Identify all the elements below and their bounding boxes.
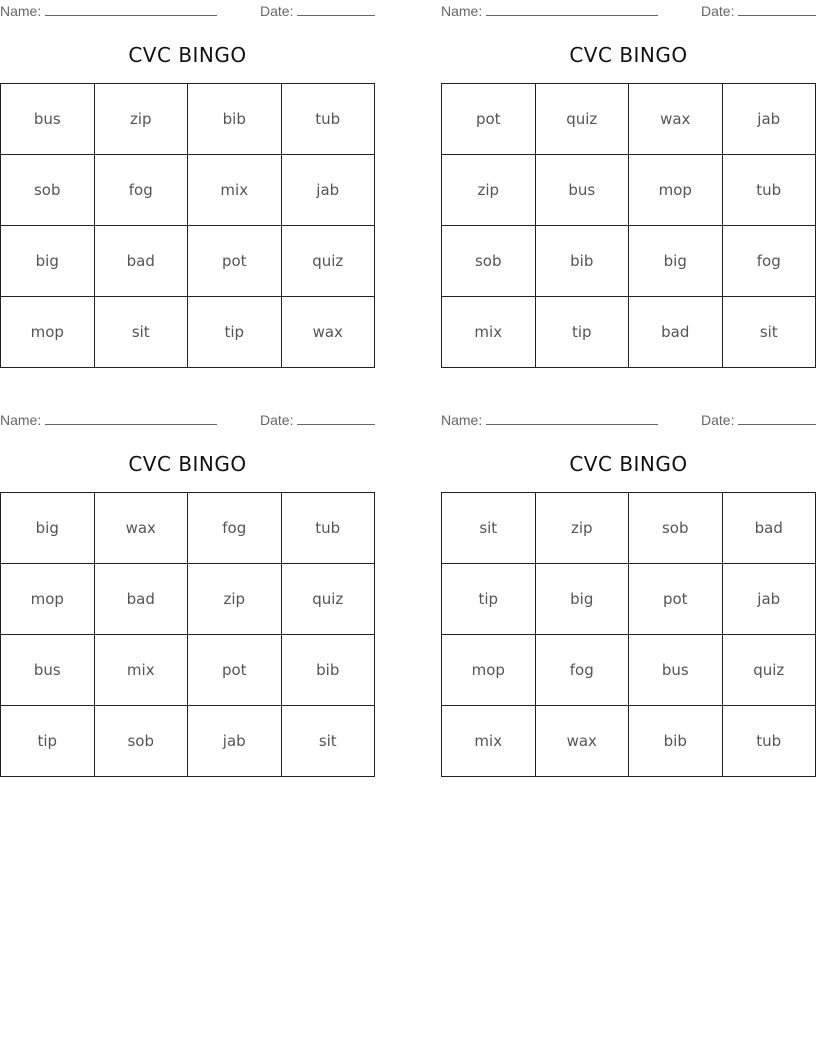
grid-cell: jab <box>722 564 816 635</box>
grid-row <box>442 493 816 564</box>
grid-cell: bus <box>1 635 95 706</box>
grid-cell: mop <box>629 155 723 226</box>
bingo-grid <box>0 83 375 368</box>
card-title: CVC BINGO <box>569 43 688 67</box>
name-field <box>441 412 658 428</box>
name-blank-line <box>45 412 217 425</box>
date-field <box>701 3 816 19</box>
grid-row <box>1 226 375 297</box>
name-label: Name: <box>0 3 42 19</box>
date-blank-line <box>297 412 375 425</box>
grid-row <box>1 635 375 706</box>
grid-cell: mix <box>94 635 188 706</box>
grid-cell: big <box>535 564 629 635</box>
grid-row <box>442 706 816 777</box>
grid-cell: tip <box>535 297 629 368</box>
bingo-grid <box>0 492 375 777</box>
card-header <box>441 412 816 428</box>
card-title: CVC BINGO <box>128 43 247 67</box>
card-header <box>0 3 375 19</box>
grid-cell: pot <box>442 84 536 155</box>
grid-cell: fog <box>535 635 629 706</box>
grid-cell: mop <box>1 564 95 635</box>
grid-row <box>442 84 816 155</box>
grid-row <box>1 493 375 564</box>
grid-row <box>1 706 375 777</box>
card-header <box>441 3 816 19</box>
date-blank-line <box>738 3 816 16</box>
date-blank-line <box>297 3 375 16</box>
date-label: Date: <box>701 412 735 428</box>
grid-cell: bib <box>629 706 723 777</box>
card-header <box>0 412 375 428</box>
name-label: Name: <box>441 3 483 19</box>
grid-cell: tub <box>722 155 816 226</box>
grid-cell: quiz <box>281 226 375 297</box>
name-label: Name: <box>0 412 42 428</box>
grid-cell: bib <box>281 635 375 706</box>
grid-cell: bib <box>188 84 282 155</box>
grid-cell: fog <box>94 155 188 226</box>
grid-cell: mop <box>1 297 95 368</box>
grid-cell: bus <box>1 84 95 155</box>
grid-cell: tub <box>281 84 375 155</box>
grid-row <box>442 635 816 706</box>
grid-cell: wax <box>535 706 629 777</box>
grid-cell: pot <box>188 226 282 297</box>
grid-cell: jab <box>188 706 282 777</box>
grid-cell: bib <box>535 226 629 297</box>
card-title: CVC BINGO <box>128 452 247 476</box>
grid-row <box>1 297 375 368</box>
grid-cell: tub <box>722 706 816 777</box>
grid-cell: zip <box>94 84 188 155</box>
grid-row <box>1 564 375 635</box>
grid-cell: quiz <box>281 564 375 635</box>
card-title: CVC BINGO <box>569 452 688 476</box>
bingo-grid <box>441 492 816 777</box>
grid-row <box>1 84 375 155</box>
grid-cell: pot <box>629 564 723 635</box>
grid-cell: fog <box>188 493 282 564</box>
grid-row <box>442 297 816 368</box>
bingo-grid <box>441 83 816 368</box>
grid-cell: quiz <box>535 84 629 155</box>
name-label: Name: <box>441 412 483 428</box>
bingo-card-4 <box>441 409 816 750</box>
grid-cell: sit <box>442 493 536 564</box>
name-blank-line <box>486 3 658 16</box>
grid-cell: zip <box>535 493 629 564</box>
grid-cell: jab <box>722 84 816 155</box>
grid-row <box>442 155 816 226</box>
grid-cell: wax <box>629 84 723 155</box>
name-blank-line <box>45 3 217 16</box>
grid-cell: tip <box>188 297 282 368</box>
name-field <box>0 412 217 428</box>
grid-cell: fog <box>722 226 816 297</box>
bingo-card-3 <box>0 409 375 750</box>
grid-cell: bus <box>629 635 723 706</box>
grid-cell: wax <box>281 297 375 368</box>
grid-cell: bus <box>535 155 629 226</box>
grid-cell: big <box>629 226 723 297</box>
grid-cell: big <box>1 226 95 297</box>
bingo-card-2 <box>441 0 816 341</box>
grid-row <box>1 155 375 226</box>
grid-cell: pot <box>188 635 282 706</box>
grid-row <box>442 226 816 297</box>
grid-cell: sit <box>722 297 816 368</box>
grid-cell: sob <box>629 493 723 564</box>
grid-cell: sob <box>1 155 95 226</box>
grid-cell: mix <box>442 297 536 368</box>
grid-cell: quiz <box>722 635 816 706</box>
date-field <box>260 3 375 19</box>
grid-cell: sit <box>94 297 188 368</box>
grid-cell: zip <box>188 564 282 635</box>
bingo-card-1 <box>0 0 375 341</box>
grid-cell: wax <box>94 493 188 564</box>
grid-cell: sob <box>442 226 536 297</box>
date-field <box>701 412 816 428</box>
grid-cell: sob <box>94 706 188 777</box>
grid-cell: mix <box>188 155 282 226</box>
grid-cell: bad <box>629 297 723 368</box>
grid-cell: tip <box>442 564 536 635</box>
grid-cell: bad <box>722 493 816 564</box>
date-label: Date: <box>260 3 294 19</box>
grid-row <box>442 564 816 635</box>
grid-cell: mix <box>442 706 536 777</box>
name-field <box>441 3 658 19</box>
grid-cell: bad <box>94 564 188 635</box>
date-label: Date: <box>260 412 294 428</box>
grid-cell: big <box>1 493 95 564</box>
grid-cell: bad <box>94 226 188 297</box>
date-label: Date: <box>701 3 735 19</box>
date-field <box>260 412 375 428</box>
grid-cell: sit <box>281 706 375 777</box>
grid-cell: zip <box>442 155 536 226</box>
name-blank-line <box>486 412 658 425</box>
grid-cell: tip <box>1 706 95 777</box>
grid-cell: mop <box>442 635 536 706</box>
grid-cell: jab <box>281 155 375 226</box>
name-field <box>0 3 217 19</box>
date-blank-line <box>738 412 816 425</box>
grid-cell: tub <box>281 493 375 564</box>
